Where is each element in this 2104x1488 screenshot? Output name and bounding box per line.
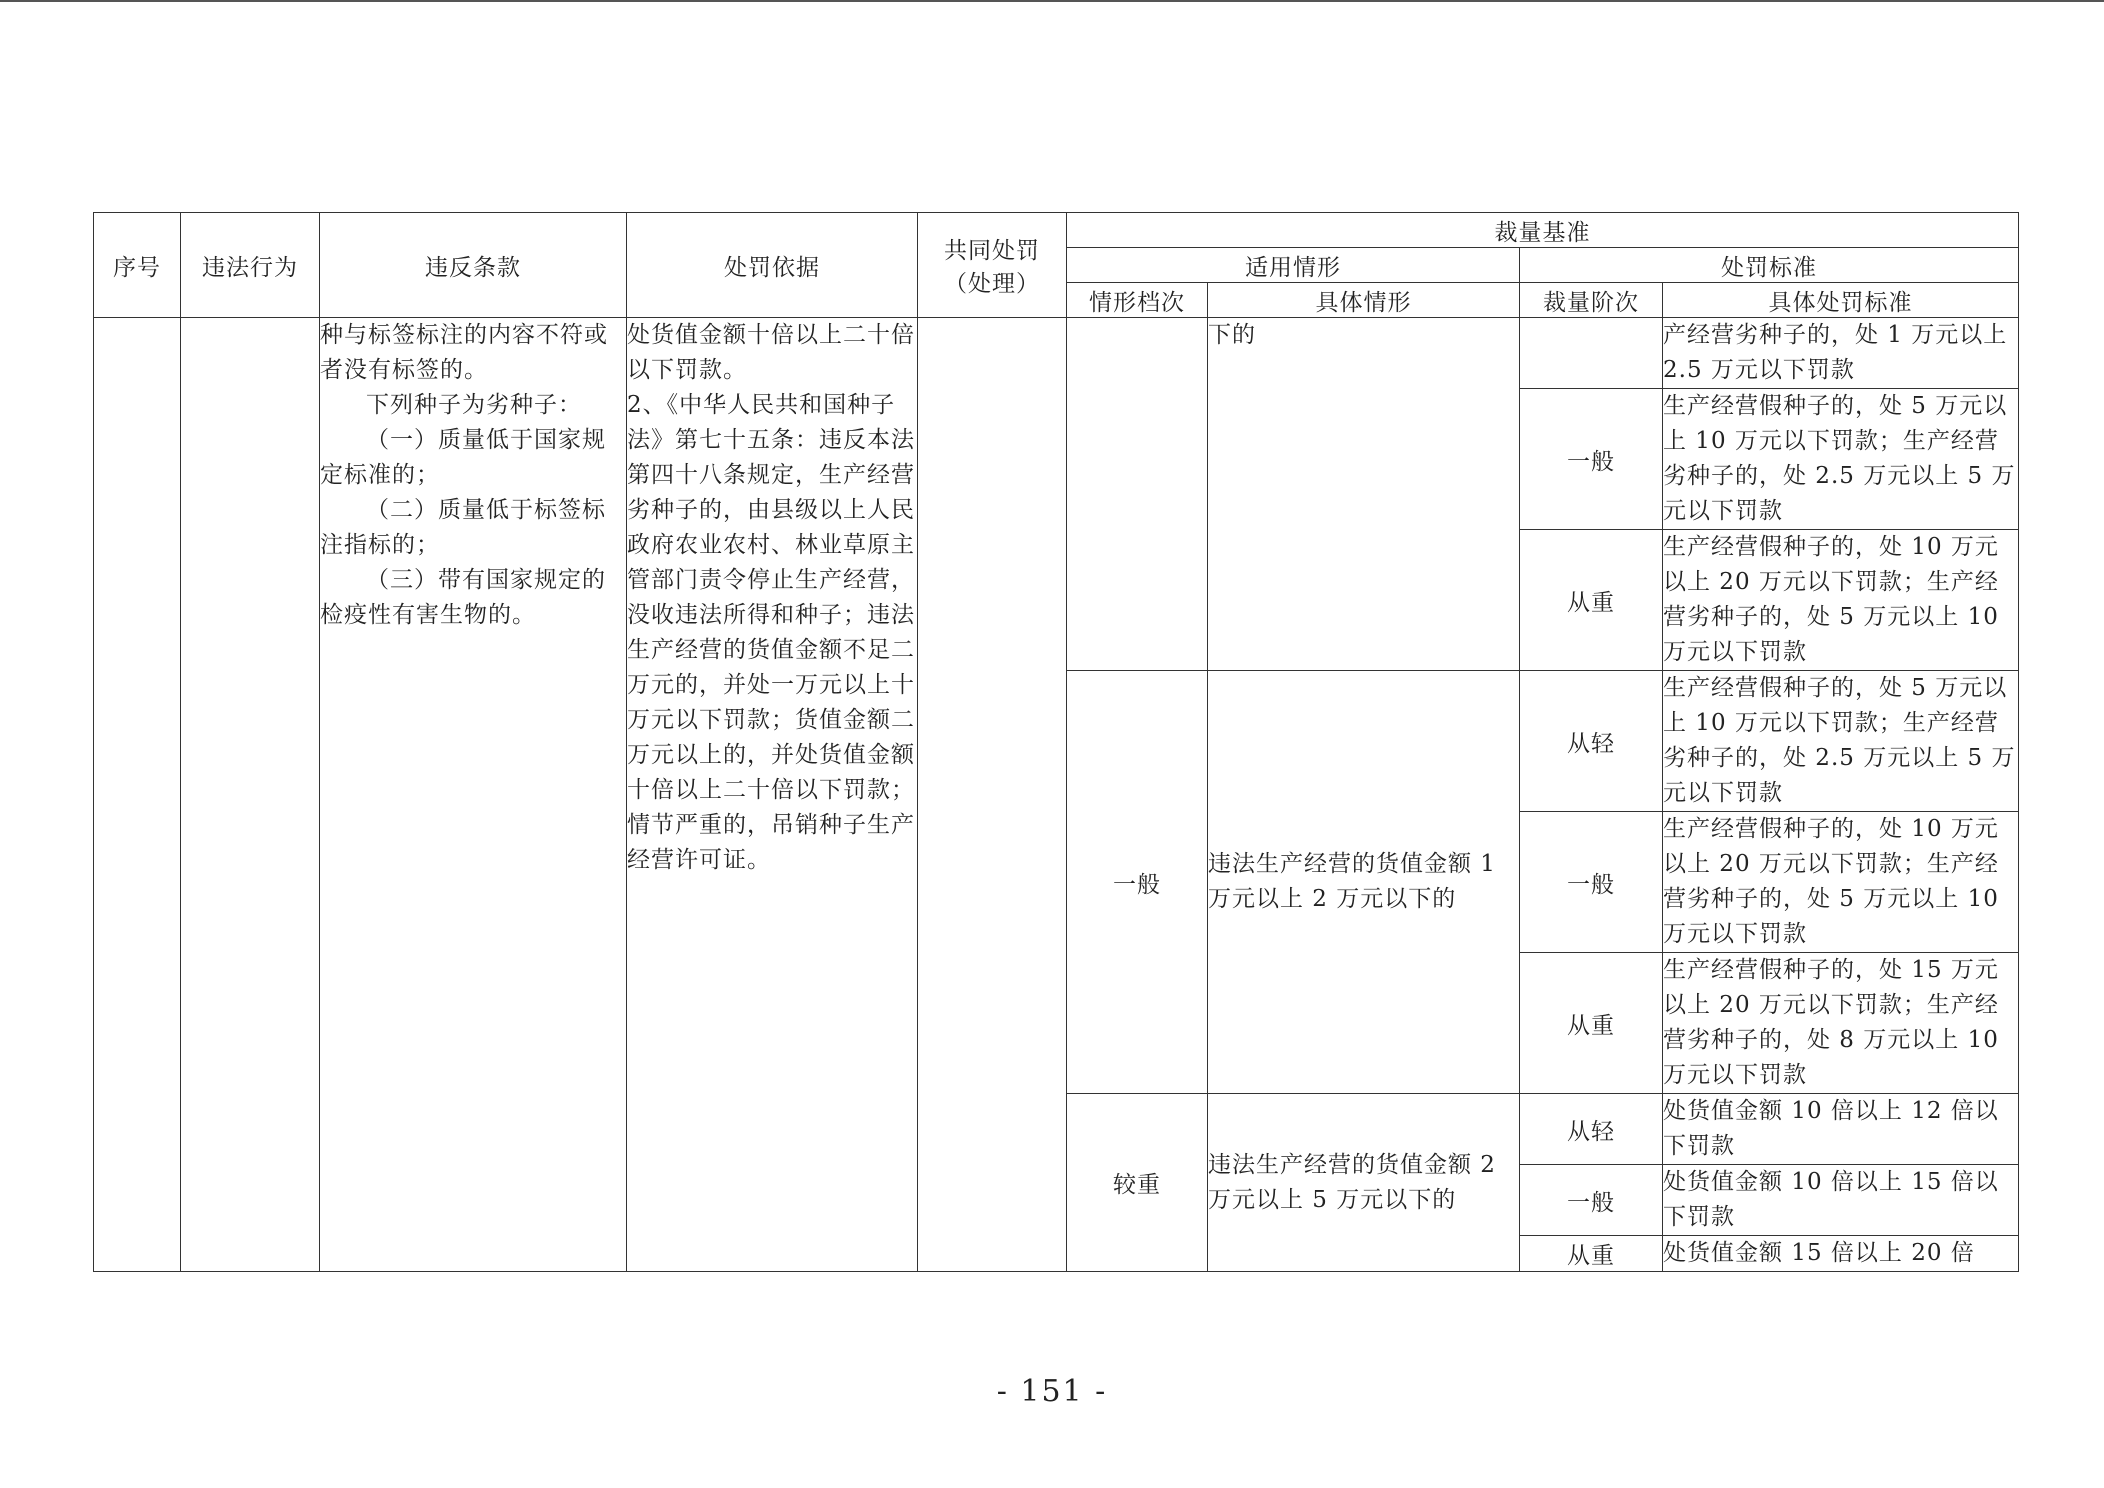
clause-line: （二）质量低于标签标注指标的； xyxy=(320,497,606,558)
standard-cell: 处货值金额 15 倍以上 20 倍 xyxy=(1663,1236,2019,1272)
header-applicable: 适用情形 xyxy=(1067,248,1520,283)
header-violation: 违法行为 xyxy=(181,213,320,318)
level-cell: 一般 xyxy=(1067,671,1208,1094)
header-common-line2: （处理） xyxy=(944,271,1040,297)
standard-cell: 处货值金额 10 倍以上 12 倍以下罚款 xyxy=(1663,1094,2019,1165)
common-penalty-cell xyxy=(918,318,1067,1272)
header-discretion: 裁量基准 xyxy=(1067,213,2019,248)
page-number: - 151 - xyxy=(996,1374,1108,1409)
page-top-border xyxy=(0,0,2104,2)
clause-line: 种与标签标注的内容不符或者没有标签的。 xyxy=(320,322,608,383)
clause-line: 下列种子为劣种子： xyxy=(366,392,582,418)
standard-cell: 生产经营假种子的，处 5 万元以上 10 万元以下罚款；生产经营劣种子的，处 2.5 万元以上 5 万元以下罚款 xyxy=(1663,671,2019,812)
basis-cell xyxy=(627,318,918,1272)
header-common-penalty xyxy=(918,213,1067,318)
seq-cell xyxy=(94,318,181,1272)
grade-cell: 从重 xyxy=(1520,1236,1663,1272)
header-grade: 裁量阶次 xyxy=(1520,283,1663,318)
grade-cell: 一般 xyxy=(1520,389,1663,530)
level-cell xyxy=(1067,318,1208,671)
clause-cell xyxy=(320,318,627,1272)
clause-line: （一）质量低于国家规定标准的； xyxy=(320,427,606,488)
grade-cell: 从轻 xyxy=(1520,1094,1663,1165)
grade-cell: 从重 xyxy=(1520,530,1663,671)
standard-cell: 处货值金额 10 倍以上 15 倍以下罚款 xyxy=(1663,1165,2019,1236)
standard-cell: 生产经营假种子的，处 15 万元以上 20 万元以下罚款；生产经营劣种子的，处 8 万元以上 10 万元以下罚款 xyxy=(1663,953,2019,1094)
grade-cell: 一般 xyxy=(1520,812,1663,953)
header-clause: 违反条款 xyxy=(320,213,627,318)
header-standard: 处罚标准 xyxy=(1520,248,2019,283)
basis-line: 2、《中华人民共和国种子法》第七十五条：违反本法第四十八条规定，生产经营劣种子的，由县级以上人民政府农业农村、林业草原主管部门责令停止生产经营，没收违法所得和种子；违法生产经营的货值金额不足二万元的，并处一万元以上十万元以下罚款；货值金额二万元以上的，并处货值金额十倍以上二十倍以下罚款；情节严重的，吊销种子生产经营许可证。 xyxy=(627,392,915,873)
header-common-line1: 共同处罚 xyxy=(944,238,1040,264)
violation-cell xyxy=(181,318,320,1272)
standard-cell: 生产经营假种子的，处 10 万元以上 20 万元以下罚款；生产经营劣种子的，处 5 万元以上 10 万元以下罚款 xyxy=(1663,530,2019,671)
header-level: 情形档次 xyxy=(1067,283,1208,318)
situation-cell: 违法生产经营的货值金额 2 万元以上 5 万元以下的 xyxy=(1208,1094,1520,1272)
header-specific-standard: 具体处罚标准 xyxy=(1663,283,2019,318)
standard-cell: 产经营劣种子的，处 1 万元以上 2.5 万元以下罚款 xyxy=(1663,318,2019,389)
header-seq: 序号 xyxy=(94,213,181,318)
header-basis: 处罚依据 xyxy=(627,213,918,318)
standard-cell: 生产经营假种子的，处 5 万元以上 10 万元以下罚款；生产经营劣种子的，处 2.5 万元以上 5 万元以下罚款 xyxy=(1663,389,2019,530)
situation-cell: 违法生产经营的货值金额 1 万元以上 2 万元以下的 xyxy=(1208,671,1520,1094)
grade-cell: 一般 xyxy=(1520,1165,1663,1236)
grade-cell: 从轻 xyxy=(1520,671,1663,812)
clause-line: （三）带有国家规定的检疫性有害生物的。 xyxy=(320,567,606,628)
basis-line: 处货值金额十倍以上二十倍以下罚款。 xyxy=(627,322,915,383)
penalty-discretion-table xyxy=(93,212,2019,1272)
level-cell: 较重 xyxy=(1067,1094,1208,1272)
grade-cell: 从重 xyxy=(1520,953,1663,1094)
grade-cell xyxy=(1520,318,1663,389)
situation-cell: 下的 xyxy=(1208,318,1520,671)
standard-cell: 生产经营假种子的，处 10 万元以上 20 万元以下罚款；生产经营劣种子的，处 5 万元以上 10 万元以下罚款 xyxy=(1663,812,2019,953)
header-specific: 具体情形 xyxy=(1208,283,1520,318)
